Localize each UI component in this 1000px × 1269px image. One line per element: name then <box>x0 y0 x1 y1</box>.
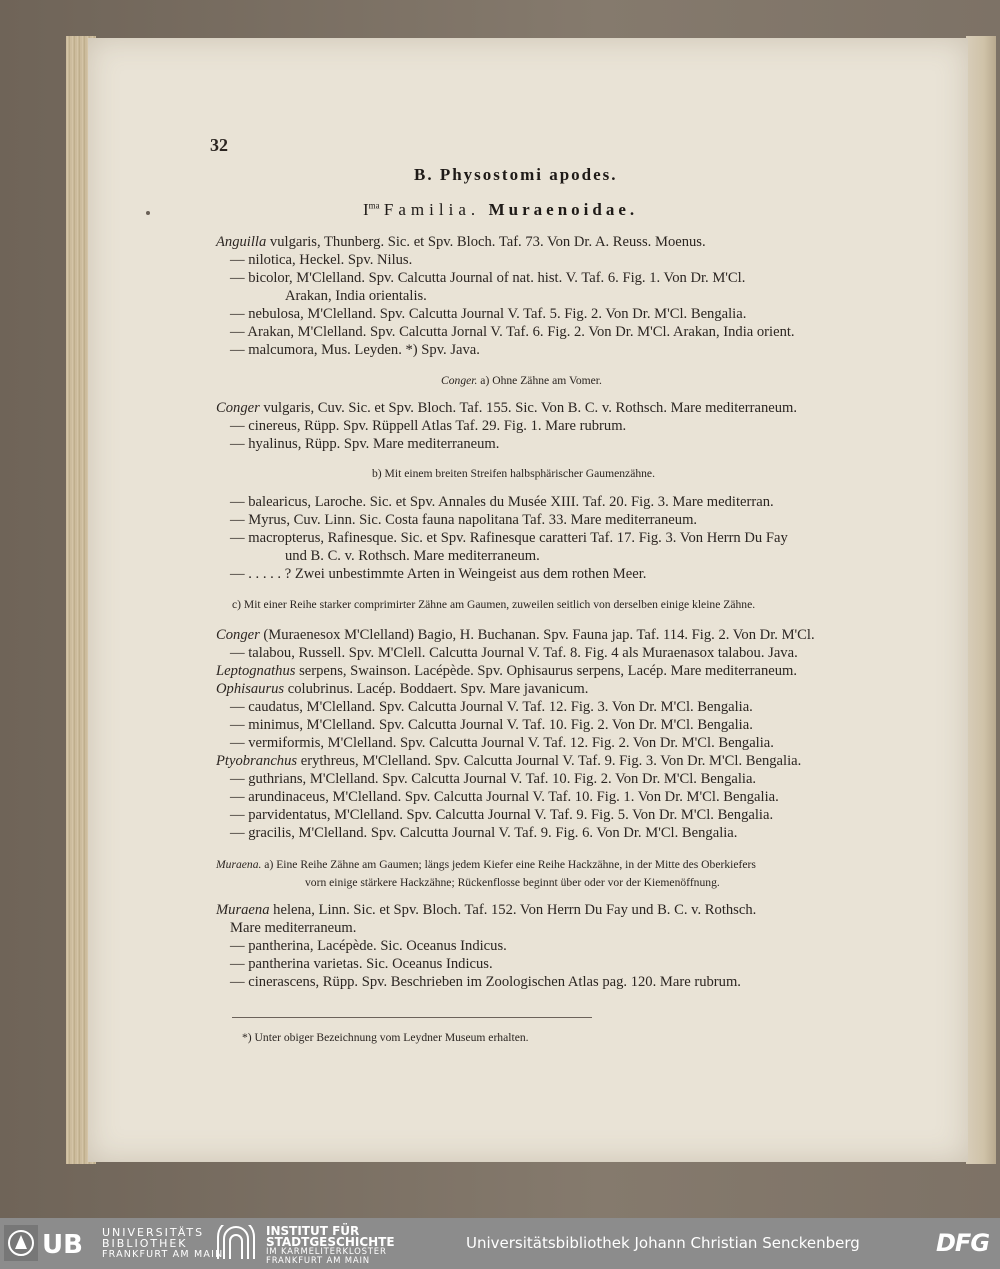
ub-line2: BIBLIOTHEK <box>102 1237 188 1250</box>
line-text: — minimus, M'Clelland. Spv. Calcutta Journal V. Taf. 10. Fig. 2. Von Dr. M'Cl. Bengalia. <box>230 717 753 733</box>
family-ordinal-sup: ma <box>368 200 380 211</box>
text-line <box>230 807 773 824</box>
isg-line2: STADTGESCHICHTE <box>266 1235 395 1249</box>
line-text: vulgaris, Thunberg. Sic. et Spv. Bloch. Taf. 73. Von Dr. A. Reuss. Moenus. <box>266 234 706 250</box>
line-text: — cinerascens, Rüpp. Spv. Beschrieben im Zoologischen Atlas pag. 120. Mare rubrum. <box>230 974 741 990</box>
line-text: — Arakan, M'Clelland. Spv. Calcutta Jornal V. Taf. 6. Fig. 2. Von Dr. M'Cl. Arakan, India orient. <box>230 324 795 340</box>
page-speck <box>146 211 150 215</box>
line-text: und B. C. v. Rothsch. Mare mediterraneum. <box>285 548 540 564</box>
text-line <box>216 400 797 417</box>
family-heading <box>363 200 638 220</box>
text-line <box>230 566 646 583</box>
line-text: Arakan, India orientalis. <box>285 288 427 304</box>
text-line <box>216 663 797 680</box>
text-line <box>230 512 697 529</box>
page-number: 32 <box>210 135 228 155</box>
footer-bar <box>0 1218 1000 1269</box>
family-name: Muraenoidae. <box>488 200 639 219</box>
text-line <box>285 548 540 565</box>
line-text: — nebulosa, M'Clelland. Spv. Calcutta Journal V. Taf. 5. Fig. 2. Von Dr. M'Cl. Bengalia. <box>230 306 747 322</box>
text-line <box>216 902 756 919</box>
text-line <box>230 717 753 734</box>
isg-line3: IM KARMELITERKLOSTER <box>266 1247 387 1257</box>
genus-name: Leptognathus <box>216 663 296 679</box>
genus-name: Ptyobranchus <box>216 753 298 769</box>
line-text: — gracilis, M'Clelland. Spv. Calcutta Journal V. Taf. 9. Fig. 6. Von Dr. M'Cl. Bengalia. <box>230 825 738 841</box>
line-text: b) Mit einem breiten Streifen halbsphärischer Gaumenzähne. <box>372 467 655 480</box>
isg-logo-icon <box>214 1225 258 1261</box>
text-line <box>230 436 499 453</box>
ub-line1: UNIVERSITÄTS <box>102 1226 205 1239</box>
text-line <box>230 699 753 716</box>
ub-logo-icon <box>4 1225 100 1261</box>
text-line <box>230 530 788 547</box>
isg-line4: FRANKFURT AM MAIN <box>266 1256 370 1266</box>
text-line <box>285 288 427 305</box>
line-text: — malcumora, Mus. Leyden. *) Spv. Java. <box>230 342 480 358</box>
text-line <box>232 598 755 611</box>
isg-line1: INSTITUT FÜR <box>266 1224 360 1238</box>
text-line <box>230 956 493 973</box>
genus-name: Ophisaurus <box>216 681 285 697</box>
genus-name: Muraena. <box>216 858 262 871</box>
line-text: — Myrus, Cuv. Linn. Sic. Costa fauna napolitana Taf. 33. Mare mediterraneum. <box>230 512 698 528</box>
line-text: a) Ohne Zähne am Vomer. <box>477 374 602 387</box>
line-text: — guthrians, M'Clelland. Spv. Calcutta Journal V. Taf. 10. Fig. 2. Von Dr. M'Cl. Bengalia. <box>230 771 757 787</box>
text-line <box>230 789 779 806</box>
line-text: helena, Linn. Sic. et Spv. Bloch. Taf. 152. Von Herrn Du Fay und B. C. v. Rothsch. <box>269 902 757 918</box>
line-text: erythreus, M'Clelland. Spv. Calcutta Journal V. Taf. 9. Fig. 3. Von Dr. M'Cl. Bengalia. <box>297 753 802 769</box>
text-line <box>230 270 745 287</box>
text-line <box>230 324 795 341</box>
line-text: — talabou, Russell. Spv. M'Clell. Calcutta Journal V. Taf. 8. Fig. 4 als Muraenasox talabou. Java. <box>230 645 798 661</box>
line-text: — bicolor, M'Clelland. Spv. Calcutta Journal of nat. hist. V. Taf. 6. Fig. 1. Von Dr. M'Cl. <box>230 270 746 286</box>
line-text: — balearicus, Laroche. Sic. et Spv. Annales du Musée XIII. Taf. 20. Fig. 3. Mare mediterran. <box>230 494 774 510</box>
text-line <box>372 467 655 480</box>
text-line <box>230 920 356 937</box>
text-line <box>230 938 507 955</box>
dfg-logo: DFG <box>936 1229 990 1257</box>
text-line <box>230 974 741 991</box>
line-text: — nilotica, Heckel. Spv. Nilus. <box>230 252 413 268</box>
family-word: Familia. <box>383 200 481 219</box>
footnote: *) Unter obiger Bezeichnung vom Leydner Museum erhalten. <box>242 1031 529 1044</box>
genus-name: Conger <box>216 627 260 643</box>
ub-line3: FRANKFURT AM MAIN <box>102 1249 224 1260</box>
line-text: colubrinus. Lacép. Boddaert. Spv. Mare javanicum. <box>284 681 589 697</box>
text-line <box>441 374 602 387</box>
line-text: — arundinaceus, M'Clelland. Spv. Calcutta Journal V. Taf. 10. Fig. 1. Von Dr. M'Cl. Bengalia. <box>230 789 779 805</box>
genus-name: Conger. <box>441 374 478 387</box>
line-text: — pantherina, Lacépède. Sic. Oceanus Indicus. <box>230 938 507 954</box>
text-line <box>230 771 756 788</box>
isg-logo-text <box>266 1226 395 1266</box>
text-line <box>230 342 480 359</box>
line-text: serpens, Swainson. Lacépède. Spv. Ophisaurus serpens, Lacép. Mare mediterraneum. <box>295 663 798 679</box>
text-line <box>216 753 801 770</box>
line-text: vulgaris, Cuv. Sic. et Spv. Bloch. Taf. 155. Sic. Von B. C. v. Rothsch. Mare mediterraneum. <box>259 400 798 416</box>
line-text: — . . . . . ? Zwei unbestimmte Arten in Weingeist aus dem rothen Meer. <box>230 566 647 582</box>
family-ordinal: I <box>363 200 369 219</box>
text-line <box>230 252 412 269</box>
text-line <box>230 735 774 752</box>
text-line <box>230 418 626 435</box>
text-line <box>216 627 815 644</box>
library-name[interactable]: Universitätsbibliothek Johann Christian Senckenberg <box>466 1234 860 1252</box>
line-text: c) Mit einer Reihe starker comprimirter Zähne am Gaumen, zuweilen seitlich von derselben einige kleine Zähne. <box>232 598 756 611</box>
line-text: — vermiformis, M'Clelland. Spv. Calcutta Journal V. Taf. 12. Fig. 2. Von Dr. M'Cl. Bengalia. <box>230 735 774 751</box>
genus-name: Conger <box>216 400 260 416</box>
ub-logo-text <box>102 1228 223 1260</box>
text-line <box>216 681 588 698</box>
svg-text:UB: UB <box>42 1230 83 1260</box>
line-text: — parvidentatus, M'Clelland. Spv. Calcutta Journal V. Taf. 9. Fig. 5. Von Dr. M'Cl. Bengalia. <box>230 807 774 823</box>
section-heading: B. Physostomi apodes. <box>414 165 618 184</box>
line-text: — macropterus, Rafinesque. Sic. et Spv. Rafinesque caratteri Taf. 17. Fig. 3. Von Herrn Du Fay <box>230 530 788 546</box>
line-text: — cinereus, Rüpp. Spv. Rüppell Atlas Taf. 29. Fig. 1. Mare rubrum. <box>230 418 627 434</box>
line-text: — pantherina varietas. Sic. Oceanus Indicus. <box>230 956 493 972</box>
line-text: — hyalinus, Rüpp. Spv. Mare mediterraneum. <box>230 436 500 452</box>
line-text: (Muraenesox M'Clelland) Bagio, H. Buchanan. Spv. Fauna jap. Taf. 114. Fig. 2. Von Dr. M'Cl. <box>259 627 815 643</box>
text-line <box>216 858 756 871</box>
text-line <box>216 234 706 251</box>
text-line <box>305 876 720 889</box>
line-text: Mare mediterraneum. <box>230 920 357 936</box>
text-line <box>230 825 737 842</box>
book-right-edge <box>966 36 996 1164</box>
genus-name: Muraena <box>216 902 270 918</box>
text-line <box>230 306 746 323</box>
line-text: vorn einige stärkere Hackzähne; Rückenflosse beginnt über oder vor der Kiemenöffnung. <box>305 876 720 889</box>
genus-name: Anguilla <box>216 234 267 250</box>
text-line <box>230 645 798 662</box>
line-text: a) Eine Reihe Zähne am Gaumen; längs jedem Kiefer eine Reihe Hackzähne, in der Mitte des Oberkiefers <box>261 858 756 871</box>
footnote-rule <box>232 1017 592 1018</box>
line-text: — caudatus, M'Clelland. Spv. Calcutta Journal V. Taf. 12. Fig. 3. Von Dr. M'Cl. Bengalia. <box>230 699 753 715</box>
text-line <box>230 494 774 511</box>
